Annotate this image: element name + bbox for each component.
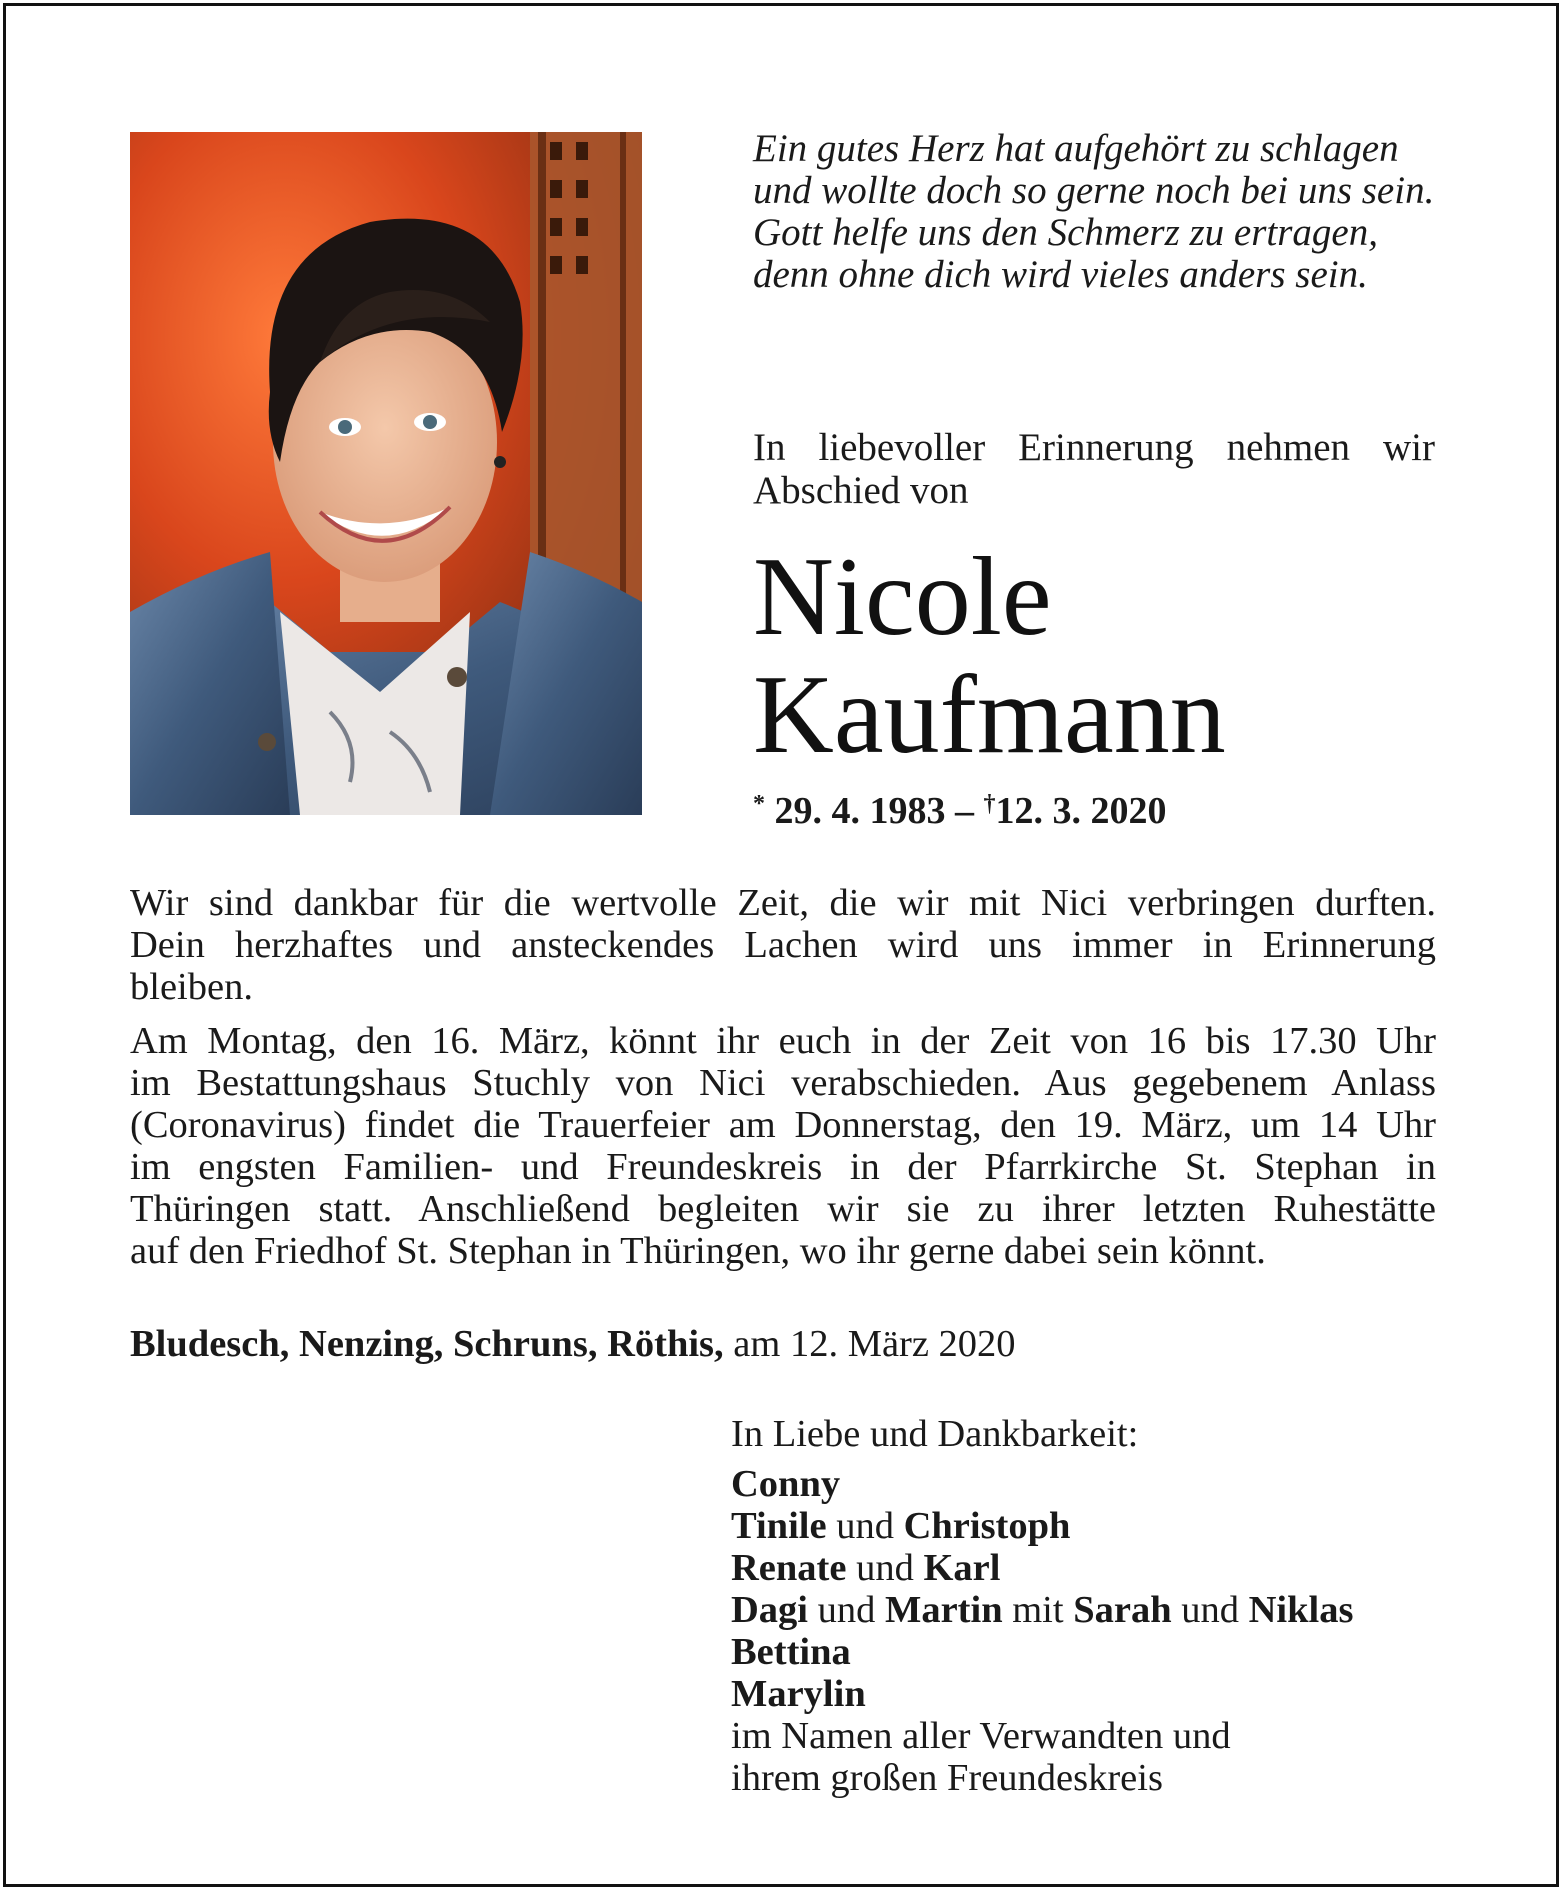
connector: und bbox=[846, 1547, 924, 1589]
mourner-line bbox=[731, 1463, 1353, 1505]
body-line: Thüringen statt. Anschließend begleiten wir sie zu ihrer letzten Ruhestätte bbox=[130, 1188, 1436, 1230]
gratitude-paragraph bbox=[130, 882, 1436, 1008]
body-line: auf den Friedhof St. Stephan in Thüringen, wo ihr gerne dabei sein könnt. bbox=[130, 1230, 1266, 1272]
portrait-photo bbox=[130, 132, 642, 815]
poem-line: Gott helfe uns den Schmerz zu ertragen, bbox=[753, 211, 1378, 254]
mourner-line bbox=[731, 1505, 1353, 1547]
mourner-name: Sarah bbox=[1073, 1589, 1172, 1631]
memorial-poem bbox=[753, 128, 1473, 296]
connector: und bbox=[826, 1505, 904, 1547]
funeral-details-paragraph bbox=[130, 1020, 1436, 1272]
mourner-name: Renate bbox=[731, 1547, 847, 1589]
mourner-line bbox=[731, 1547, 1353, 1589]
birth-date: 29. 4. 1983 bbox=[774, 790, 946, 832]
body-line: im engsten Familien- und Freundeskreis in der Pfarrkirche St. Stephan in bbox=[130, 1146, 1436, 1188]
poem-line: Ein gutes Herz hat aufgehört zu schlagen bbox=[753, 127, 1399, 170]
mourner-line bbox=[731, 1589, 1353, 1631]
poem-line: denn ohne dich wird vieles anders sein. bbox=[753, 253, 1368, 296]
body-line: bleiben. bbox=[130, 966, 253, 1008]
mourner-name: Bettina bbox=[731, 1631, 851, 1673]
mourner-line bbox=[731, 1673, 1353, 1715]
mourner-name: Karl bbox=[923, 1547, 1001, 1589]
death-symbol: † bbox=[983, 791, 996, 817]
connector: mit bbox=[1002, 1589, 1074, 1631]
mourner-name: Conny bbox=[731, 1463, 841, 1505]
towns: Bludesch, Nenzing, Schruns, Röthis, bbox=[130, 1323, 724, 1365]
deceased-name bbox=[753, 535, 1226, 777]
intro-line: Abschied von bbox=[753, 469, 969, 512]
body-line: Dein herzhaftes und ansteckendes Lachen wird uns immer in Erinnerung bbox=[130, 924, 1436, 966]
mourner-name: Christoph bbox=[903, 1505, 1071, 1547]
date-separator: – bbox=[955, 790, 974, 832]
mourner-line bbox=[731, 1631, 1353, 1673]
death-date: 12. 3. 2020 bbox=[995, 790, 1167, 832]
place-and-date bbox=[130, 1322, 1016, 1366]
body-line: im Bestattungshaus Stuchly von Nici verabschieden. Aus gegebenem Anlass bbox=[130, 1062, 1436, 1104]
birth-symbol: * bbox=[753, 791, 765, 817]
mourner-name: Marylin bbox=[731, 1673, 866, 1715]
mourners-list bbox=[731, 1413, 1353, 1799]
notice-date: am 12. März 2020 bbox=[723, 1323, 1016, 1365]
mourner-name: Niklas bbox=[1248, 1589, 1354, 1631]
closing-line: ihrem großen Freundeskreis bbox=[731, 1757, 1163, 1799]
first-name: Nicole bbox=[753, 535, 1052, 659]
notice-body bbox=[130, 882, 1436, 1272]
last-name: Kaufmann bbox=[753, 653, 1226, 777]
body-line: Am Montag, den 16. März, könnt ihr euch in der Zeit von 16 bis 17.30 Uhr bbox=[130, 1020, 1436, 1062]
poem-line: und wollte doch so gerne noch bei uns sein. bbox=[753, 169, 1435, 212]
closing-line: im Namen aller Verwandten und bbox=[731, 1715, 1231, 1757]
connector: und bbox=[1171, 1589, 1249, 1631]
mourners-heading: In Liebe und Dankbarkeit: bbox=[731, 1413, 1139, 1455]
farewell-intro bbox=[753, 426, 1435, 512]
mourner-name: Dagi bbox=[731, 1589, 808, 1631]
body-line: (Coronavirus) findet die Trauerfeier am Donnerstag, den 19. März, um 14 Uhr bbox=[130, 1104, 1436, 1146]
body-line: Wir sind dankbar für die wertvolle Zeit, die wir mit Nici verbringen durften. bbox=[130, 882, 1436, 924]
life-dates bbox=[753, 782, 1167, 833]
connector: und bbox=[808, 1589, 885, 1631]
mourner-name: Martin bbox=[885, 1589, 1003, 1631]
mourner-name: Tinile bbox=[731, 1505, 827, 1547]
intro-line: In liebevoller Erinnerung nehmen wir bbox=[753, 426, 1435, 469]
